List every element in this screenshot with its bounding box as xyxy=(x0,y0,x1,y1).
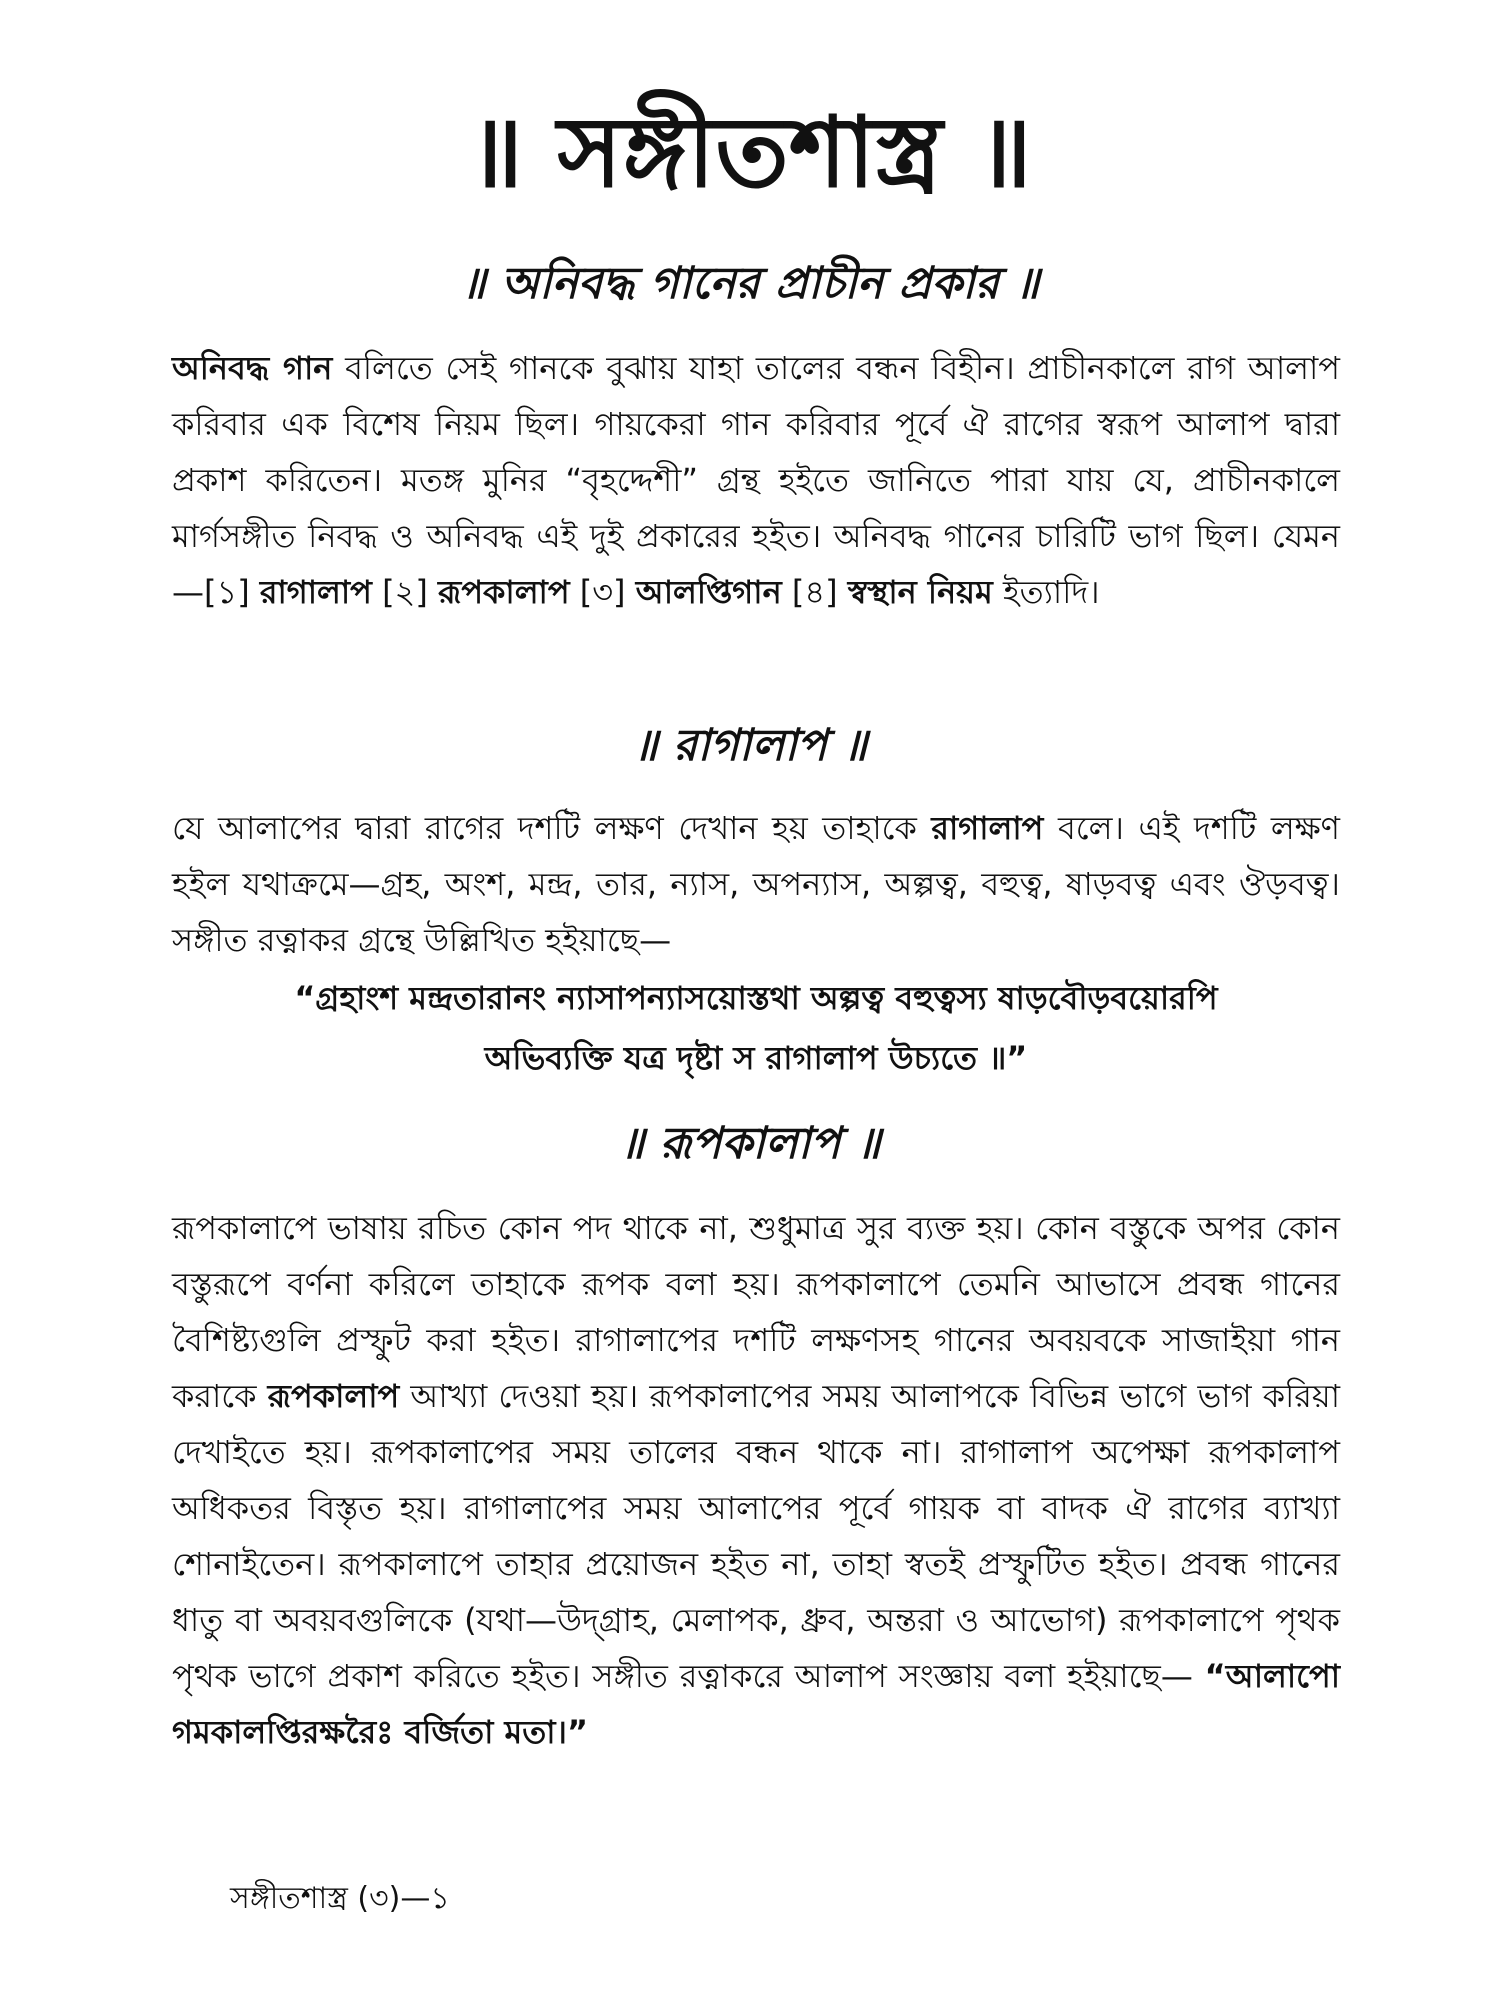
sanskrit-quote xyxy=(172,968,1340,1088)
paragraph-text: ইত্যাদি। xyxy=(992,573,1100,611)
paragraph-text: [৩] xyxy=(569,573,636,611)
paragraph-text: বলে। এই দশটি লক্ষণ হইল যথাক্রমে—গ্রহ, অংশ, মন্দ্র, তার, ন্যাস, অপন্যাস, অল্পত্ব, বহুত্ব, ষাড়বত্ব এবং ঔড়বত্ব। সঙ্গীত রত্নাকর গ্রন্থে উল্লিখিত হইয়াছে— xyxy=(172,809,1340,959)
quote-line-2: অভিব্যক্তি যত্র দৃষ্টা স রাগালাপ উচ্যতে ॥” xyxy=(484,1039,1028,1077)
term-ragalap: রাগালাপ xyxy=(259,573,372,611)
term-ragalap: রাগালাপ xyxy=(931,809,1044,847)
term-anibaddha-gan: অনিবদ্ধ গান xyxy=(172,349,333,387)
term-rupakalap: রূপকালাপ xyxy=(438,573,570,611)
paragraph-anibaddha xyxy=(172,340,1340,620)
section-heading-ragalap: ॥ রাগালাপ ॥ xyxy=(632,720,868,771)
term-swasthan-niyam: স্বস্থান নিয়ম xyxy=(847,573,993,611)
paragraph-text: [৪] xyxy=(781,573,848,611)
quote-alap: “আলাপো গমকালপ্তিরক্ষরৈঃ বর্জিতা মতা।” xyxy=(172,1657,1340,1751)
paragraph-text: বলিতে সেই গানকে বুঝায় যাহা তালের বন্ধন বিহীন। প্রাচীনকালে রাগ আলাপ করিবার এক বিশেষ নিয়ম ছিল। গায়কেরা গান করিবার পূর্বে ঐ রাগের স্বরূপ আলাপ দ্বারা প্রকাশ করিতেন। মতঙ্গ মুনির “বৃহদ্দেশী” গ্রন্থ হইতে জানিতে পারা যায় যে, প্রাচীনকালে মার্গসঙ্গীত নিবদ্ধ ও অনিবদ্ধ এই দুই প্রকারের হইত। অনিবদ্ধ গানের চারিটি ভাগ ছিল। যেমন—[১] xyxy=(172,349,1340,611)
paragraph-rupakalap xyxy=(172,1200,1340,1760)
paragraph-text: যে আলাপের দ্বারা রাগের দশটি লক্ষণ দেখান হয় তাহাকে xyxy=(172,809,932,847)
page-footer: সঙ্গীতশাস্ত্র (৩)—১ xyxy=(230,1881,450,1916)
term-rupakalap: রূপকালাপ xyxy=(267,1377,400,1415)
paragraph-text: [২] xyxy=(371,573,439,611)
term-alaptigan: আলপ্তিগান xyxy=(635,573,782,611)
paragraph-text: আখ্যা দেওয়া হয়। রূপকালাপের সময় আলাপকে বিভিন্ন ভাগে ভাগ করিয়া দেখাইতে হয়। রূপকালাপের সময় তালের বন্ধন থাকে না। রাগালাপ অপেক্ষা রূপকালাপ অধিকতর বিস্তৃত হয়। রাগালাপের সময় আলাপের পূর্বে গায়ক বা বাদক ঐ রাগের ব্যাখ্যা শোনাইতেন। রূপকালাপে তাহার প্রয়োজন হইত না, তাহা স্বতই প্রস্ফুটিত হইত। প্রবন্ধ গানের ধাতু বা অবয়বগুলিকে (যথা—উদ্গ্রাহ, মেলাপক, ধ্রুব, অন্তরা ও আভোগ) রূপকালাপে পৃথক পৃথক ভাগে প্রকাশ করিতে হইত। সঙ্গীত রত্নাকরে আলাপ সংজ্ঞায় বলা হইয়াছে— xyxy=(172,1377,1340,1695)
page-title: ॥ সঙ্গীতশাস্ত্র ॥ xyxy=(467,96,1033,210)
section-heading-anibaddha: ॥ অনিবদ্ধ গানের প্রাচীন প্রকার ॥ xyxy=(460,258,1040,309)
quote-line-1: “গ্রহাংশ মন্দ্রতারানং ন্যাসাপন্যাসয়োস্তথা অল্পত্ব বহুত্বস্য ষাড়বৌড়বয়োরপি xyxy=(294,979,1218,1017)
paragraph-text: রূপকালাপে ভাষায় রচিত কোন পদ থাকে না, শুধুমাত্র সুর ব্যক্ত হয়। কোন বস্তুকে অপর কোন বস্তুরূপে বর্ণনা করিলে তাহাকে রূপক বলা হয়। রূপকালাপে তেমনি আভাসে প্রবন্ধ গানের বৈশিষ্ট্যগুলি প্রস্ফুট করা হইত। রাগালাপের দশটি লক্ষণসহ গানের অবয়বকে সাজাইয়া গান করাকে xyxy=(172,1209,1340,1415)
section-heading-rupakalap: ॥ রূপকালাপ ॥ xyxy=(619,1118,881,1169)
paragraph-ragalap xyxy=(172,800,1340,968)
